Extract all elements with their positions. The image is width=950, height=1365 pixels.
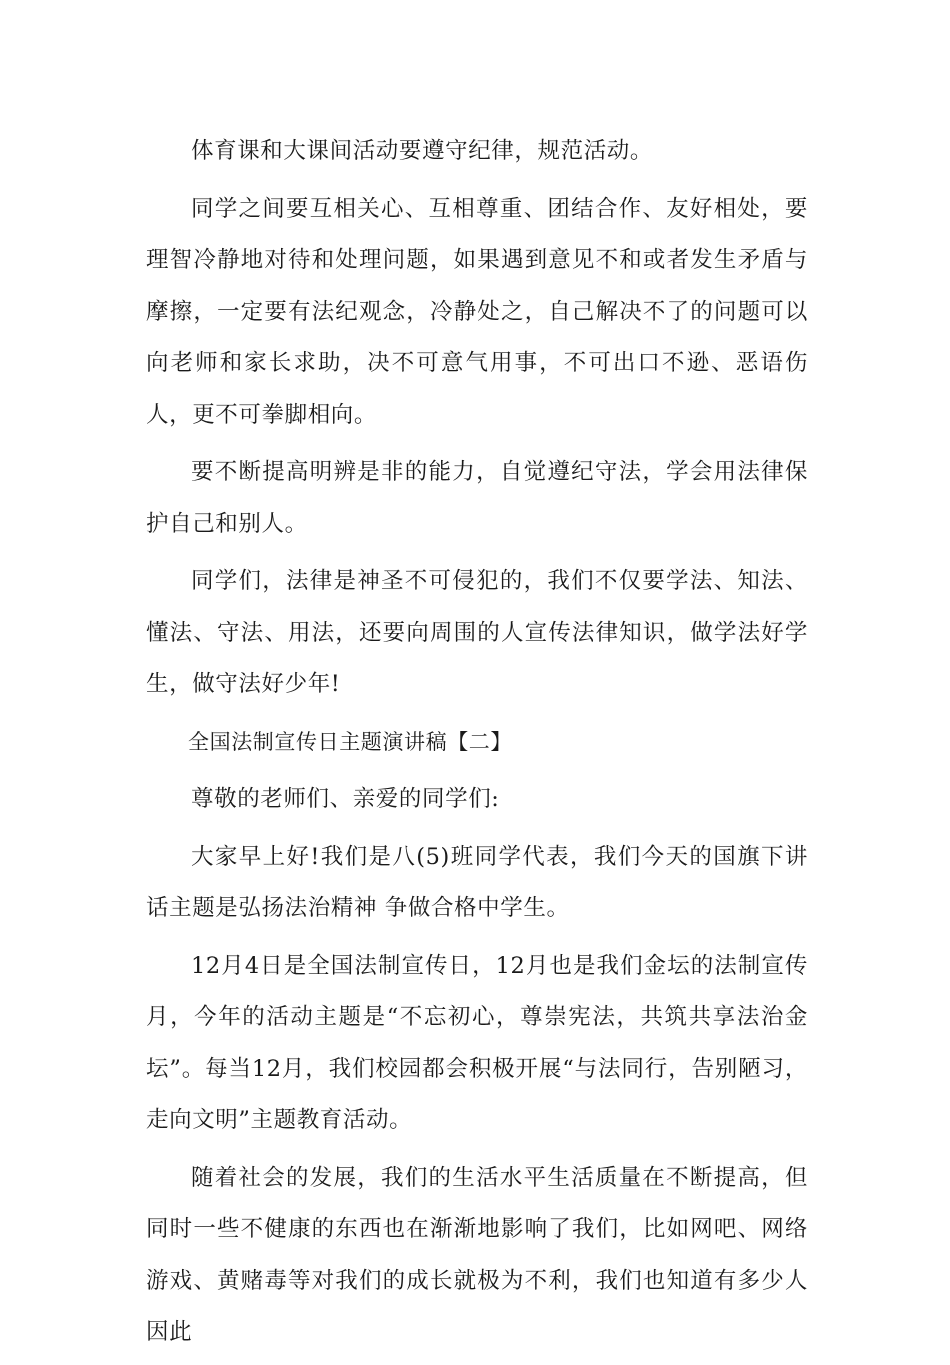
document-body — [146, 126, 808, 1365]
paragraph-social-development: 随着社会的发展，我们的生活水平生活质量在不断提高，但同时一些不健康的东西也在渐渐地影响了我们，比如网吧、网络游戏、黄赌毒等对我们的成长就极为不利，我们也知道有多少人因此 — [146, 1164, 808, 1345]
paragraph-law-is-sacred: 同学们，法律是神圣不可侵犯的，我们不仅要学法、知法、懂法、守法、用法，还要向周围的人宣传法律知识，做学法好学生，做守法好少年! — [146, 568, 808, 697]
paragraph-judgment-ability: 要不断提高明辨是非的能力，自觉遵纪守法，学会用法律保护自己和别人。 — [146, 459, 808, 537]
salutation: 尊敬的老师们、亲爱的同学们: — [191, 786, 500, 812]
section-heading: 全国法制宣传日主题演讲稿【二】 — [188, 729, 512, 754]
paragraph-legal-day: 12月4日是全国法制宣传日，12月也是我们金坛的法制宣传月，今年的活动主题是“不忘初心，尊崇宪法，共筑共享法治金坛”。每当12月，我们校园都会积极开展“与法同行，告别陋习，走向文明”主题教育活动。 — [146, 952, 808, 1133]
paragraph-classmates-relations: 同学之间要互相关心、互相尊重、团结合作、友好相处，要理智冷静地对待和处理问题，如果遇到意见不和或者发生矛盾与摩擦，一定要有法纪观念，冷静处之，自己解决不了的问题可以向老师和家长求助，决不可意气用事，不可出口不逊、恶语伤人，更不可拳脚相向。 — [146, 195, 808, 428]
paragraph-greeting: 大家早上好!我们是八(5)班同学代表，我们今天的国旗下讲话主题是弘扬法治精神 争做合格中学生。 — [146, 843, 808, 921]
paragraph-pe-discipline: 体育课和大课间活动要遵守纪律，规范活动。 — [191, 138, 654, 164]
